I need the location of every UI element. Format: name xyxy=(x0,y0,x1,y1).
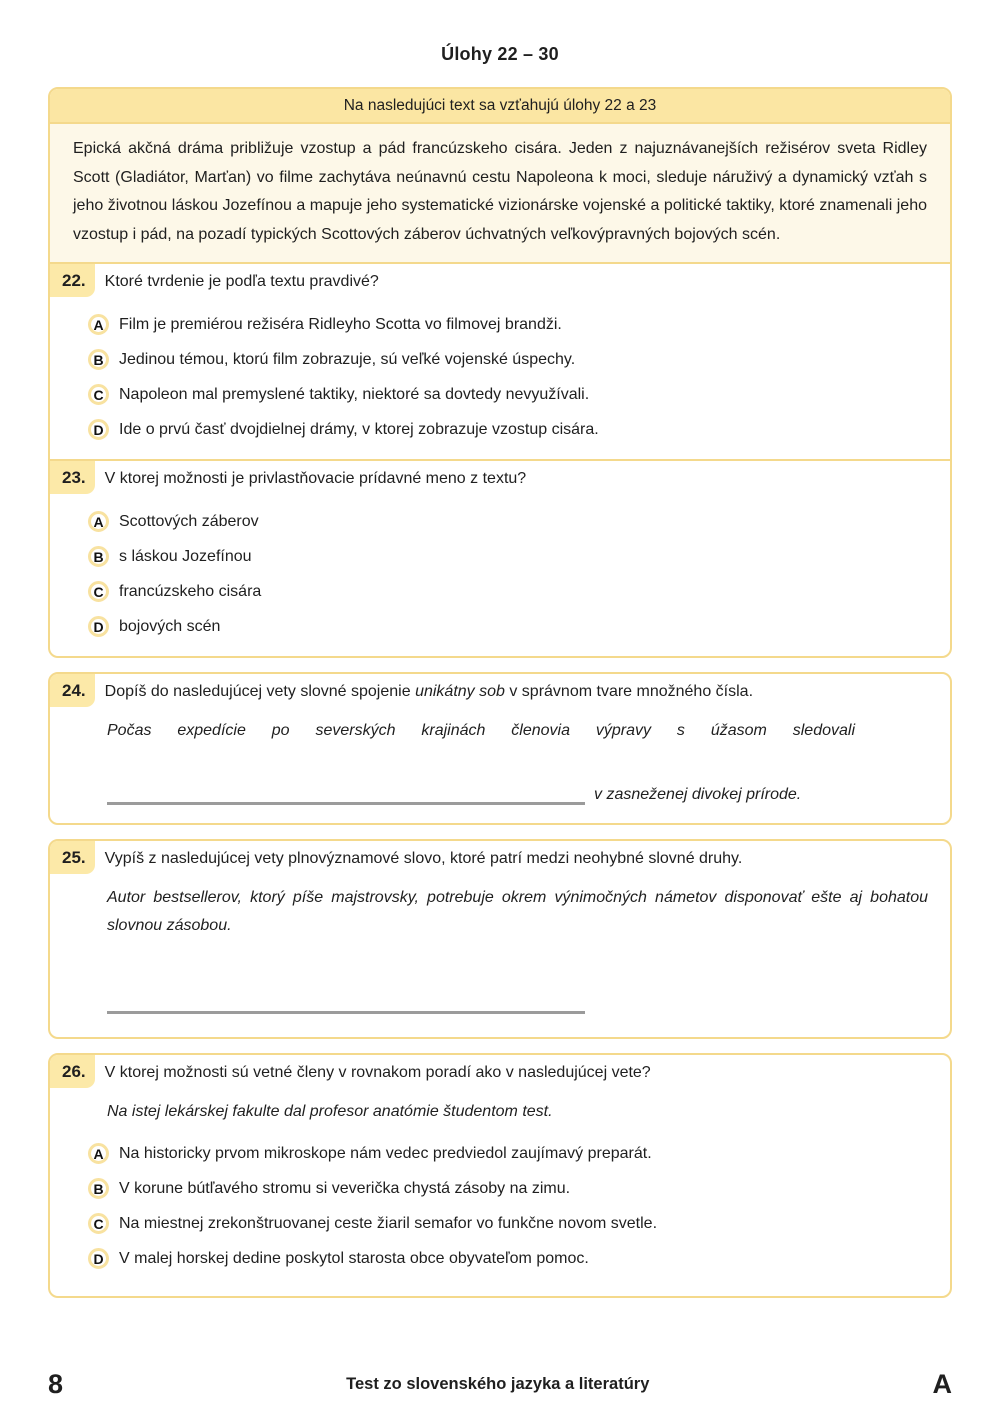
question-26 xyxy=(48,1053,952,1298)
answer-blank-25[interactable] xyxy=(107,998,585,1014)
passage-box xyxy=(48,87,952,658)
question-22-head xyxy=(50,264,950,297)
option-letter-icon: C xyxy=(88,1213,109,1234)
question-number-badge: 23. xyxy=(50,461,95,494)
option-22-b[interactable] xyxy=(88,346,950,373)
prompt-prefix: Dopíš do nasledujúcej vety slovné spojenie xyxy=(104,683,416,700)
option-26-c[interactable] xyxy=(88,1210,950,1237)
option-text: Ide o prvú časť dvojdielnej drámy, v ktorej zobrazuje vzostup cisára. xyxy=(119,420,599,438)
answer-line-24 xyxy=(107,785,950,805)
question-prompt: V ktorej možnosti sú vetné členy v rovnakom poradí ako v nasledujúcej vete? xyxy=(104,1064,651,1081)
option-26-d[interactable] xyxy=(88,1245,950,1272)
option-22-d[interactable] xyxy=(88,416,950,443)
prompt-italic-phrase: unikátny sob xyxy=(415,683,505,700)
option-23-d[interactable] xyxy=(88,613,950,640)
option-letter-icon: B xyxy=(88,546,109,567)
page-title: Úlohy 22 – 30 xyxy=(441,44,559,64)
question-prompt: Ktoré tvrdenie je podľa textu pravdivé? xyxy=(104,273,379,290)
test-content xyxy=(48,87,952,1298)
option-text: s láskou Jozefínou xyxy=(119,547,252,565)
option-text: Film je premiérou režiséra Ridleyho Scotta vo filmovej brandži. xyxy=(119,315,562,333)
question-number-badge: 26. xyxy=(50,1055,95,1088)
option-23-c[interactable] xyxy=(88,578,950,605)
option-26-b[interactable] xyxy=(88,1175,950,1202)
option-26-a[interactable] xyxy=(88,1140,950,1167)
after-blank-text: v zasneženej divokej prírode. xyxy=(594,786,802,803)
question-number-badge: 24. xyxy=(50,674,95,707)
footer-page-number: 8 xyxy=(48,1369,64,1399)
question-25-head xyxy=(50,841,950,874)
passage-header: Na nasledujúci text sa vzťahujú úlohy 22 a 23 xyxy=(50,89,950,124)
option-letter-icon: A xyxy=(88,1143,109,1164)
footer-variant: A xyxy=(932,1369,952,1399)
option-text: V malej horskej dedine poskytol starosta obce obyvateľom pomoc. xyxy=(119,1249,589,1267)
question-prompt: V ktorej možnosti je privlastňovacie prídavné meno z textu? xyxy=(104,470,527,487)
question-25 xyxy=(48,839,952,1039)
question-23 xyxy=(50,459,950,656)
option-text: V korune bútľavého stromu si veverička chystá zásoby na zimu. xyxy=(119,1179,571,1197)
option-letter-icon: B xyxy=(88,349,109,370)
option-letter-icon: C xyxy=(88,581,109,602)
question-24 xyxy=(48,672,952,825)
option-text: bojových scén xyxy=(119,617,221,635)
option-text: Scottových záberov xyxy=(119,512,259,530)
option-letter-icon: A xyxy=(88,314,109,335)
page-footer xyxy=(48,1369,952,1400)
question-number-badge: 22. xyxy=(50,264,95,297)
option-text: francúzskeho cisára xyxy=(119,582,262,600)
option-letter-icon: D xyxy=(88,616,109,637)
option-23-b[interactable] xyxy=(88,543,950,570)
footer-title: Test zo slovenského jazyka a literatúry xyxy=(346,1375,650,1393)
option-text: Na historicky prvom mikroskope nám vedec predviedol zaujímavý preparát. xyxy=(119,1144,652,1162)
task-sentence: Autor bestsellerov, ktorý píše majstrovsky, potrebuje okrem výnimočných námetov disponovať ešte aj bohatou slovnou zásobou. xyxy=(107,889,928,934)
answer-blank-24[interactable] xyxy=(107,789,585,805)
options-22 xyxy=(88,311,950,443)
passage-text: Epická akčná dráma približuje vzostup a pád francúzskeho cisára. Jeden z najuznávanejších režisérov sveta Ridley Scott (Gladiátor, Marťan) vo filme zachytáva neúnavnú cestu Napoleona k moci, sleduje náruživý a dynamický vzťah s jeho životnou láskou Jozefínou a mapuje jeho systematické vizionárske vojenské a politické taktiky, ktoré znamenali jeho vzostup i pád, na pozadí typických Scottových záberov úchvatných veľkovýpravných bojových scén. xyxy=(50,124,950,264)
question-23-head xyxy=(50,461,950,494)
option-letter-icon: D xyxy=(88,419,109,440)
task-sentence: Počas expedície po severských krajinách členovia výpravy s úžasom sledovali xyxy=(107,722,855,739)
question-number-badge: 25. xyxy=(50,841,95,874)
option-23-a[interactable] xyxy=(88,508,950,535)
option-letter-icon: A xyxy=(88,511,109,532)
question-prompt: Vypíš z nasledujúcej vety plnovýznamové slovo, ktoré patrí medzi neohybné slovné druhy. xyxy=(104,850,743,867)
question-24-head xyxy=(50,674,950,707)
option-letter-icon: B xyxy=(88,1178,109,1199)
option-22-c[interactable] xyxy=(88,381,950,408)
option-letter-icon: C xyxy=(88,384,109,405)
option-letter-icon: D xyxy=(88,1248,109,1269)
option-text: Jedinou témou, ktorú film zobrazuje, sú veľké vojenské úspechy. xyxy=(119,350,576,368)
option-text: Napoleon mal premyslené taktiky, niektoré sa dovtedy nevyužívali. xyxy=(119,385,590,403)
question-22 xyxy=(50,264,950,459)
question-26-head xyxy=(50,1055,950,1088)
options-26 xyxy=(88,1140,950,1272)
option-text: Na miestnej zrekonštruovanej ceste žiaril semafor vo funkčne novom svetle. xyxy=(119,1214,658,1232)
options-23 xyxy=(88,508,950,640)
task-sentence: Na istej lekárskej fakulte dal profesor anatómie študentom test. xyxy=(107,1103,553,1120)
option-22-a[interactable] xyxy=(88,311,950,338)
prompt-suffix: v správnom tvare množného čísla. xyxy=(504,683,754,700)
question-prompt xyxy=(95,674,765,702)
